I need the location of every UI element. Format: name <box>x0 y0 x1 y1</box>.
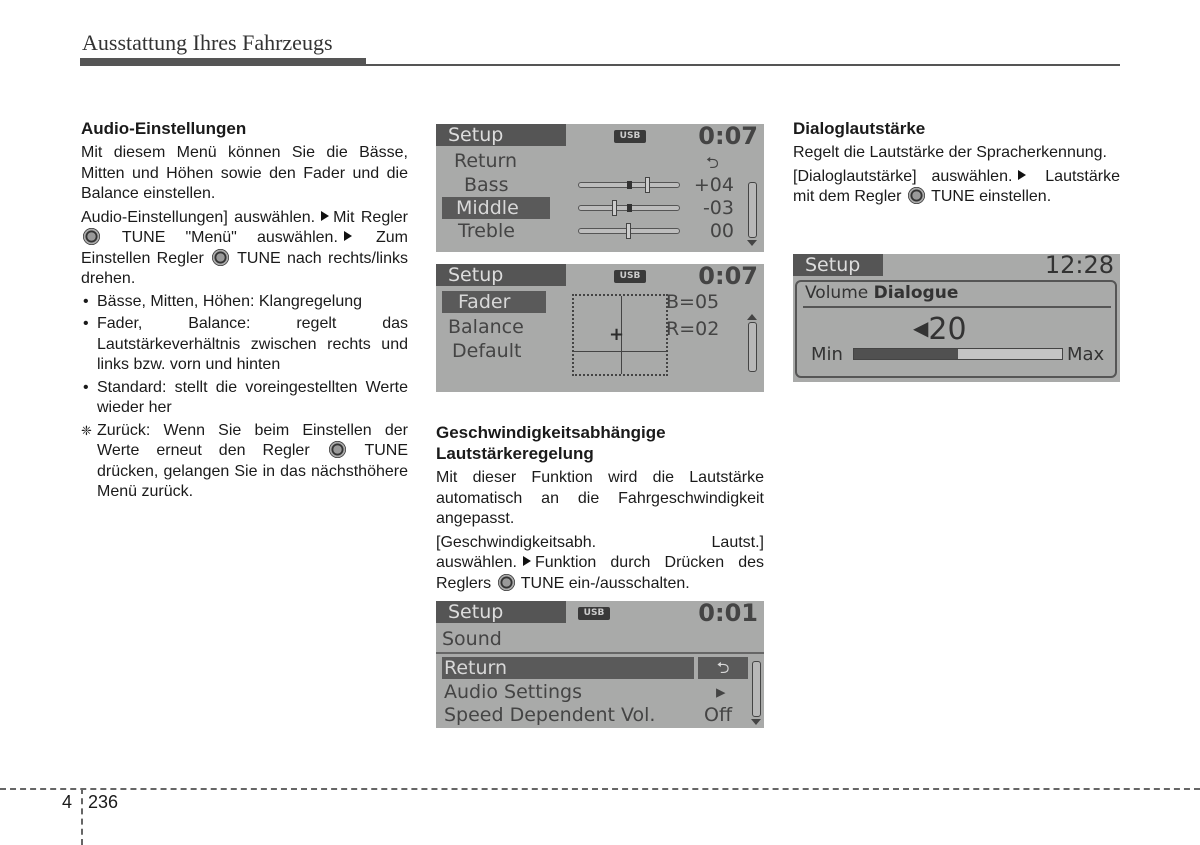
header-rule <box>366 64 1120 66</box>
scrollbar[interactable] <box>748 182 757 238</box>
speaker-icon: ◀ <box>913 316 929 340</box>
usb-badge: USB <box>614 130 646 143</box>
fader-value: B=05 <box>666 291 720 313</box>
menu-item-speed-dependent-vol[interactable]: Speed Dependent Vol. <box>444 704 656 726</box>
audio-settings-instructions: Audio-Einstellungen] auswählen. Mit Regler TUNE "Menü" auswählen. Zum Einstellen Regler TUNE nach rechts/links drehen. <box>81 208 409 287</box>
list-item: • Fader, Balance: regelt das Lautstärkeverhältnis zwischen rechts und links bzw. vorn und hinten <box>81 314 408 376</box>
speed-volume-intro: Mit dieser Funktion wird die Lautstärke automatisch an die Fahrgeschwindigkeit angepasst. <box>436 469 764 527</box>
screen-title: Setup <box>436 124 566 146</box>
page-header-title: Ausstattung Ihres Fahrzeugs <box>82 30 333 55</box>
scroll-up-icon[interactable] <box>747 314 757 320</box>
header-bar <box>80 58 366 66</box>
arrow-right-icon <box>1018 170 1026 180</box>
screen-volume-dialogue <box>793 254 1120 382</box>
return-icon[interactable]: ⮌ <box>698 657 748 679</box>
speed-volume-heading: Geschwindigkeitsabhängige Lautstärkeregelung <box>436 423 666 463</box>
usb-badge: USB <box>578 607 610 620</box>
screen-clock: 0:01 <box>698 601 758 627</box>
tune-knob-icon <box>908 187 925 204</box>
bass-value: +04 <box>693 174 734 196</box>
list-item: • Standard: stellt die voreingestellten Werte wieder her <box>81 378 408 419</box>
menu-item-balance[interactable]: Balance <box>448 316 524 338</box>
middle-slider[interactable] <box>578 205 680 211</box>
tune-knob-icon <box>212 249 229 266</box>
menu-item-treble[interactable]: Treble <box>458 220 515 242</box>
speed-volume-section <box>436 422 764 596</box>
slider-thumb[interactable] <box>612 200 617 216</box>
screen-subtitle: Sound <box>442 628 502 650</box>
slider-thumb[interactable] <box>645 177 650 193</box>
footer-rule <box>0 788 1200 790</box>
screen-title: Setup <box>436 601 566 623</box>
audio-settings-intro: Mit diesem Menü können Sie die Bässe, Mitten und Höhen sowie den Fader und die Balance einstellen. <box>81 144 408 202</box>
audio-settings-section <box>81 118 408 503</box>
scrollbar[interactable] <box>748 322 757 372</box>
speed-volume-instructions: [Geschwindigkeitsabh. Lautst.] auswählen. Funktion durch Drücken des Reglers TUNE ein-/ausschalten. <box>436 533 764 592</box>
scrollbar[interactable] <box>752 661 761 717</box>
menu-item-default[interactable]: Default <box>452 340 522 362</box>
screen-fader-balance <box>436 264 764 392</box>
return-note: ❈ Zurück: Wenn Sie beim Einstellen der Werte erneut den Regler TUNE drücken, gelangen Sie in das nächsthöhere Menü zurück. <box>81 421 409 500</box>
volume-max-label: Max <box>1067 344 1105 365</box>
page-number-value: 236 <box>88 792 119 812</box>
usb-badge: USB <box>614 270 646 283</box>
menu-item-bass[interactable]: Bass <box>464 174 509 196</box>
screen-clock: 0:07 <box>698 124 758 150</box>
return-icon: ⮌ <box>706 153 719 172</box>
audio-settings-list <box>81 292 408 419</box>
chapter-number: 4 <box>62 792 73 812</box>
screen-clock: 12:28 <box>1044 254 1114 279</box>
scroll-down-icon[interactable] <box>747 240 757 246</box>
menu-item-audio-settings[interactable]: Audio Settings <box>444 681 582 703</box>
screen-sound-menu <box>436 601 764 728</box>
menu-item-middle[interactable]: Middle <box>442 197 550 219</box>
audio-settings-heading: Audio-Einstellungen <box>81 119 247 138</box>
dialog-volume-section <box>793 118 1120 210</box>
speed-dependent-vol-value: Off <box>704 704 733 726</box>
dialog-volume-instructions: [Dialoglautstärke] auswählen. Lautstärke mit dem Regler TUNE einstellen. <box>793 167 1120 205</box>
fader-grid[interactable] <box>572 294 668 376</box>
tune-knob-icon <box>498 574 515 591</box>
note-symbol-icon: ❈ <box>81 422 92 438</box>
scroll-down-icon[interactable] <box>751 719 761 725</box>
screen-title: Setup <box>436 264 566 286</box>
submenu-arrow-icon: ▸ <box>716 681 726 703</box>
middle-value: -03 <box>702 197 734 219</box>
volume-bar-fill <box>854 349 958 359</box>
volume-bar[interactable] <box>853 348 1063 360</box>
slider-thumb[interactable] <box>626 223 631 239</box>
list-item: • Bässe, Mitten, Höhen: Klangregelung <box>81 292 408 313</box>
tune-knob-icon <box>329 441 346 458</box>
volume-min-label: Min <box>811 344 843 365</box>
arrow-right-icon <box>321 211 329 221</box>
treble-slider[interactable] <box>578 228 680 234</box>
fader-position-marker: + <box>609 324 625 345</box>
dialog-volume-intro: Regelt die Lautstärke der Spracherkennung. <box>793 144 1107 161</box>
bass-slider[interactable] <box>578 182 680 188</box>
screen-clock: 0:07 <box>698 264 758 290</box>
volume-readout: ◀20 <box>913 312 967 347</box>
arrow-right-icon <box>344 231 352 241</box>
dialog-volume-heading: Dialoglautstärke <box>793 119 926 138</box>
balance-value: R=02 <box>666 318 720 340</box>
footer-divider <box>81 788 83 845</box>
menu-item-return[interactable]: Return <box>442 657 694 679</box>
screen-title: Setup <box>793 254 883 276</box>
menu-item-fader[interactable]: Fader <box>442 291 546 313</box>
volume-panel-title: Volume Dialogue <box>805 283 959 303</box>
treble-value: 00 <box>709 220 734 242</box>
menu-item-return[interactable]: Return <box>454 150 518 172</box>
screen-tone-settings <box>436 124 764 252</box>
tune-knob-icon <box>83 228 100 245</box>
arrow-right-icon <box>523 556 531 566</box>
volume-panel <box>795 280 1117 378</box>
